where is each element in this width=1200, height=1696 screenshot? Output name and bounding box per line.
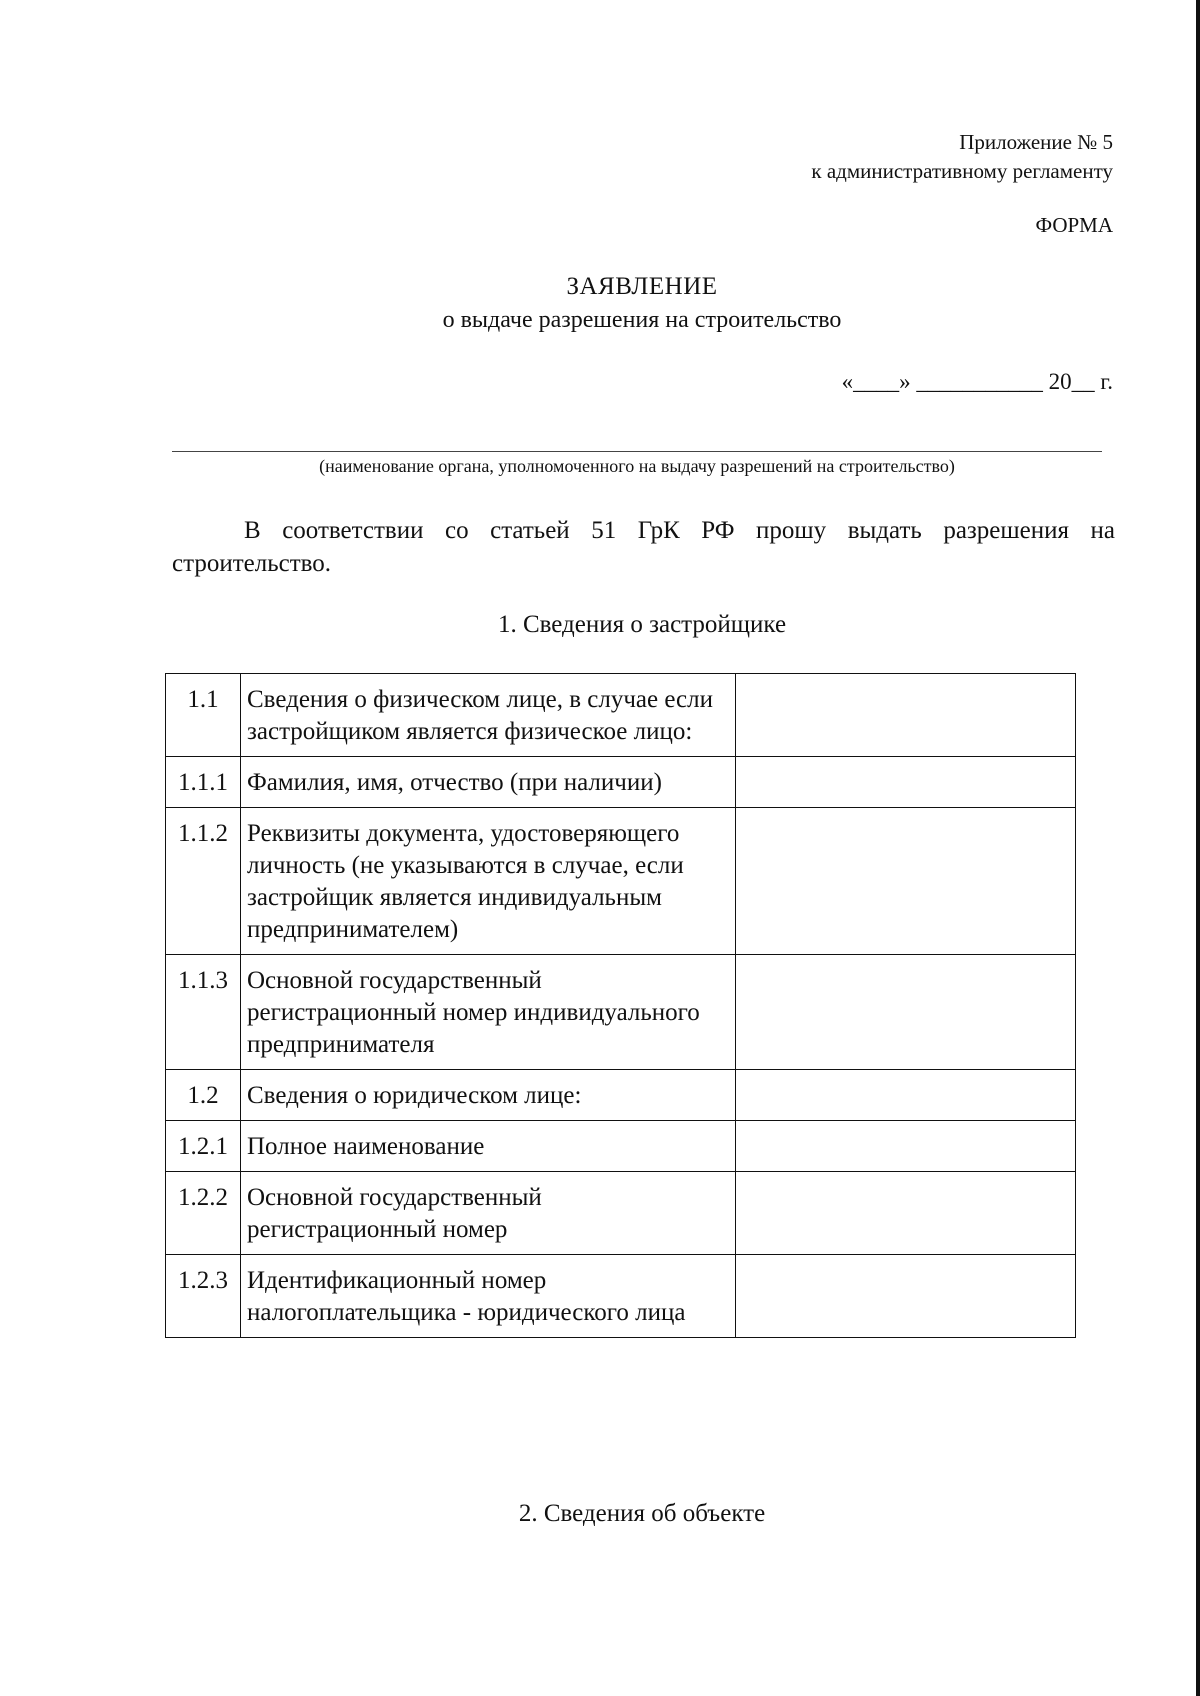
- document-subtitle: о выдаче разрешения на строительство: [442, 307, 842, 333]
- document-title: ЗАЯВЛЕНИЕ: [566, 273, 718, 300]
- table-row: [166, 757, 1076, 808]
- row-number: 1.2.3: [166, 1255, 241, 1338]
- table-row: [166, 955, 1076, 1070]
- row-value-field[interactable]: [736, 674, 1076, 757]
- row-value-field[interactable]: [736, 1121, 1076, 1172]
- row-number: 1.1.1: [166, 757, 241, 808]
- row-number: 1.1.2: [166, 808, 241, 955]
- row-label: Основной государственный регистрационный номер: [241, 1172, 736, 1255]
- row-number: 1.1: [166, 674, 241, 757]
- page-edge-border: [1196, 0, 1200, 1696]
- row-label: Основной государственный регистрационный номер индивидуального предпринимателя: [241, 955, 736, 1070]
- row-label: Сведения о физическом лице, в случае если застройщиком является физическое лицо:: [241, 674, 736, 757]
- row-number: 1.2.2: [166, 1172, 241, 1255]
- row-value-field[interactable]: [736, 955, 1076, 1070]
- row-value-field[interactable]: [736, 1070, 1076, 1121]
- date-field[interactable]: «____» ___________ 20__ г.: [841, 369, 1113, 394]
- row-label: Идентификационный номер налогоплательщика - юридического лица: [241, 1255, 736, 1338]
- appendix-regulation: к административному регламенту: [811, 159, 1113, 183]
- row-label: Реквизиты документа, удостоверяющего личность (не указываются в случае, если застройщик является индивидуальным предпринимателем): [241, 808, 736, 955]
- row-value-field[interactable]: [736, 1255, 1076, 1338]
- row-value-field[interactable]: [736, 808, 1076, 955]
- row-label: Сведения о юридическом лице:: [241, 1070, 736, 1121]
- row-value-field[interactable]: [736, 1172, 1076, 1255]
- intro-paragraph: В соответствии со статьей 51 ГрК РФ прошу выдать разрешения на строительство.: [172, 517, 1115, 577]
- appendix-number: Приложение № 5: [959, 130, 1113, 154]
- table-row: [166, 1172, 1076, 1255]
- row-number: 1.2: [166, 1070, 241, 1121]
- table-row: [166, 1070, 1076, 1121]
- section-1-heading: 1. Сведения о застройщике: [497, 611, 787, 638]
- row-label: Полное наименование: [241, 1121, 736, 1172]
- table-row: [166, 1255, 1076, 1338]
- table-row: [166, 808, 1076, 955]
- appendix-reference: [811, 128, 1113, 186]
- form-label: ФОРМА: [1035, 213, 1113, 237]
- table-row: [166, 674, 1076, 757]
- row-value-field[interactable]: [736, 757, 1076, 808]
- authority-name-line[interactable]: [172, 451, 1102, 452]
- table-row: [166, 1121, 1076, 1172]
- developer-info-table: [165, 673, 1076, 1338]
- row-label: Фамилия, имя, отчество (при наличии): [241, 757, 736, 808]
- row-number: 1.1.3: [166, 955, 241, 1070]
- row-number: 1.2.1: [166, 1121, 241, 1172]
- section-2-heading: 2. Сведения об объекте: [518, 1500, 766, 1527]
- authority-name-caption: (наименование органа, уполномоченного на выдачу разрешений на строительство): [319, 456, 955, 476]
